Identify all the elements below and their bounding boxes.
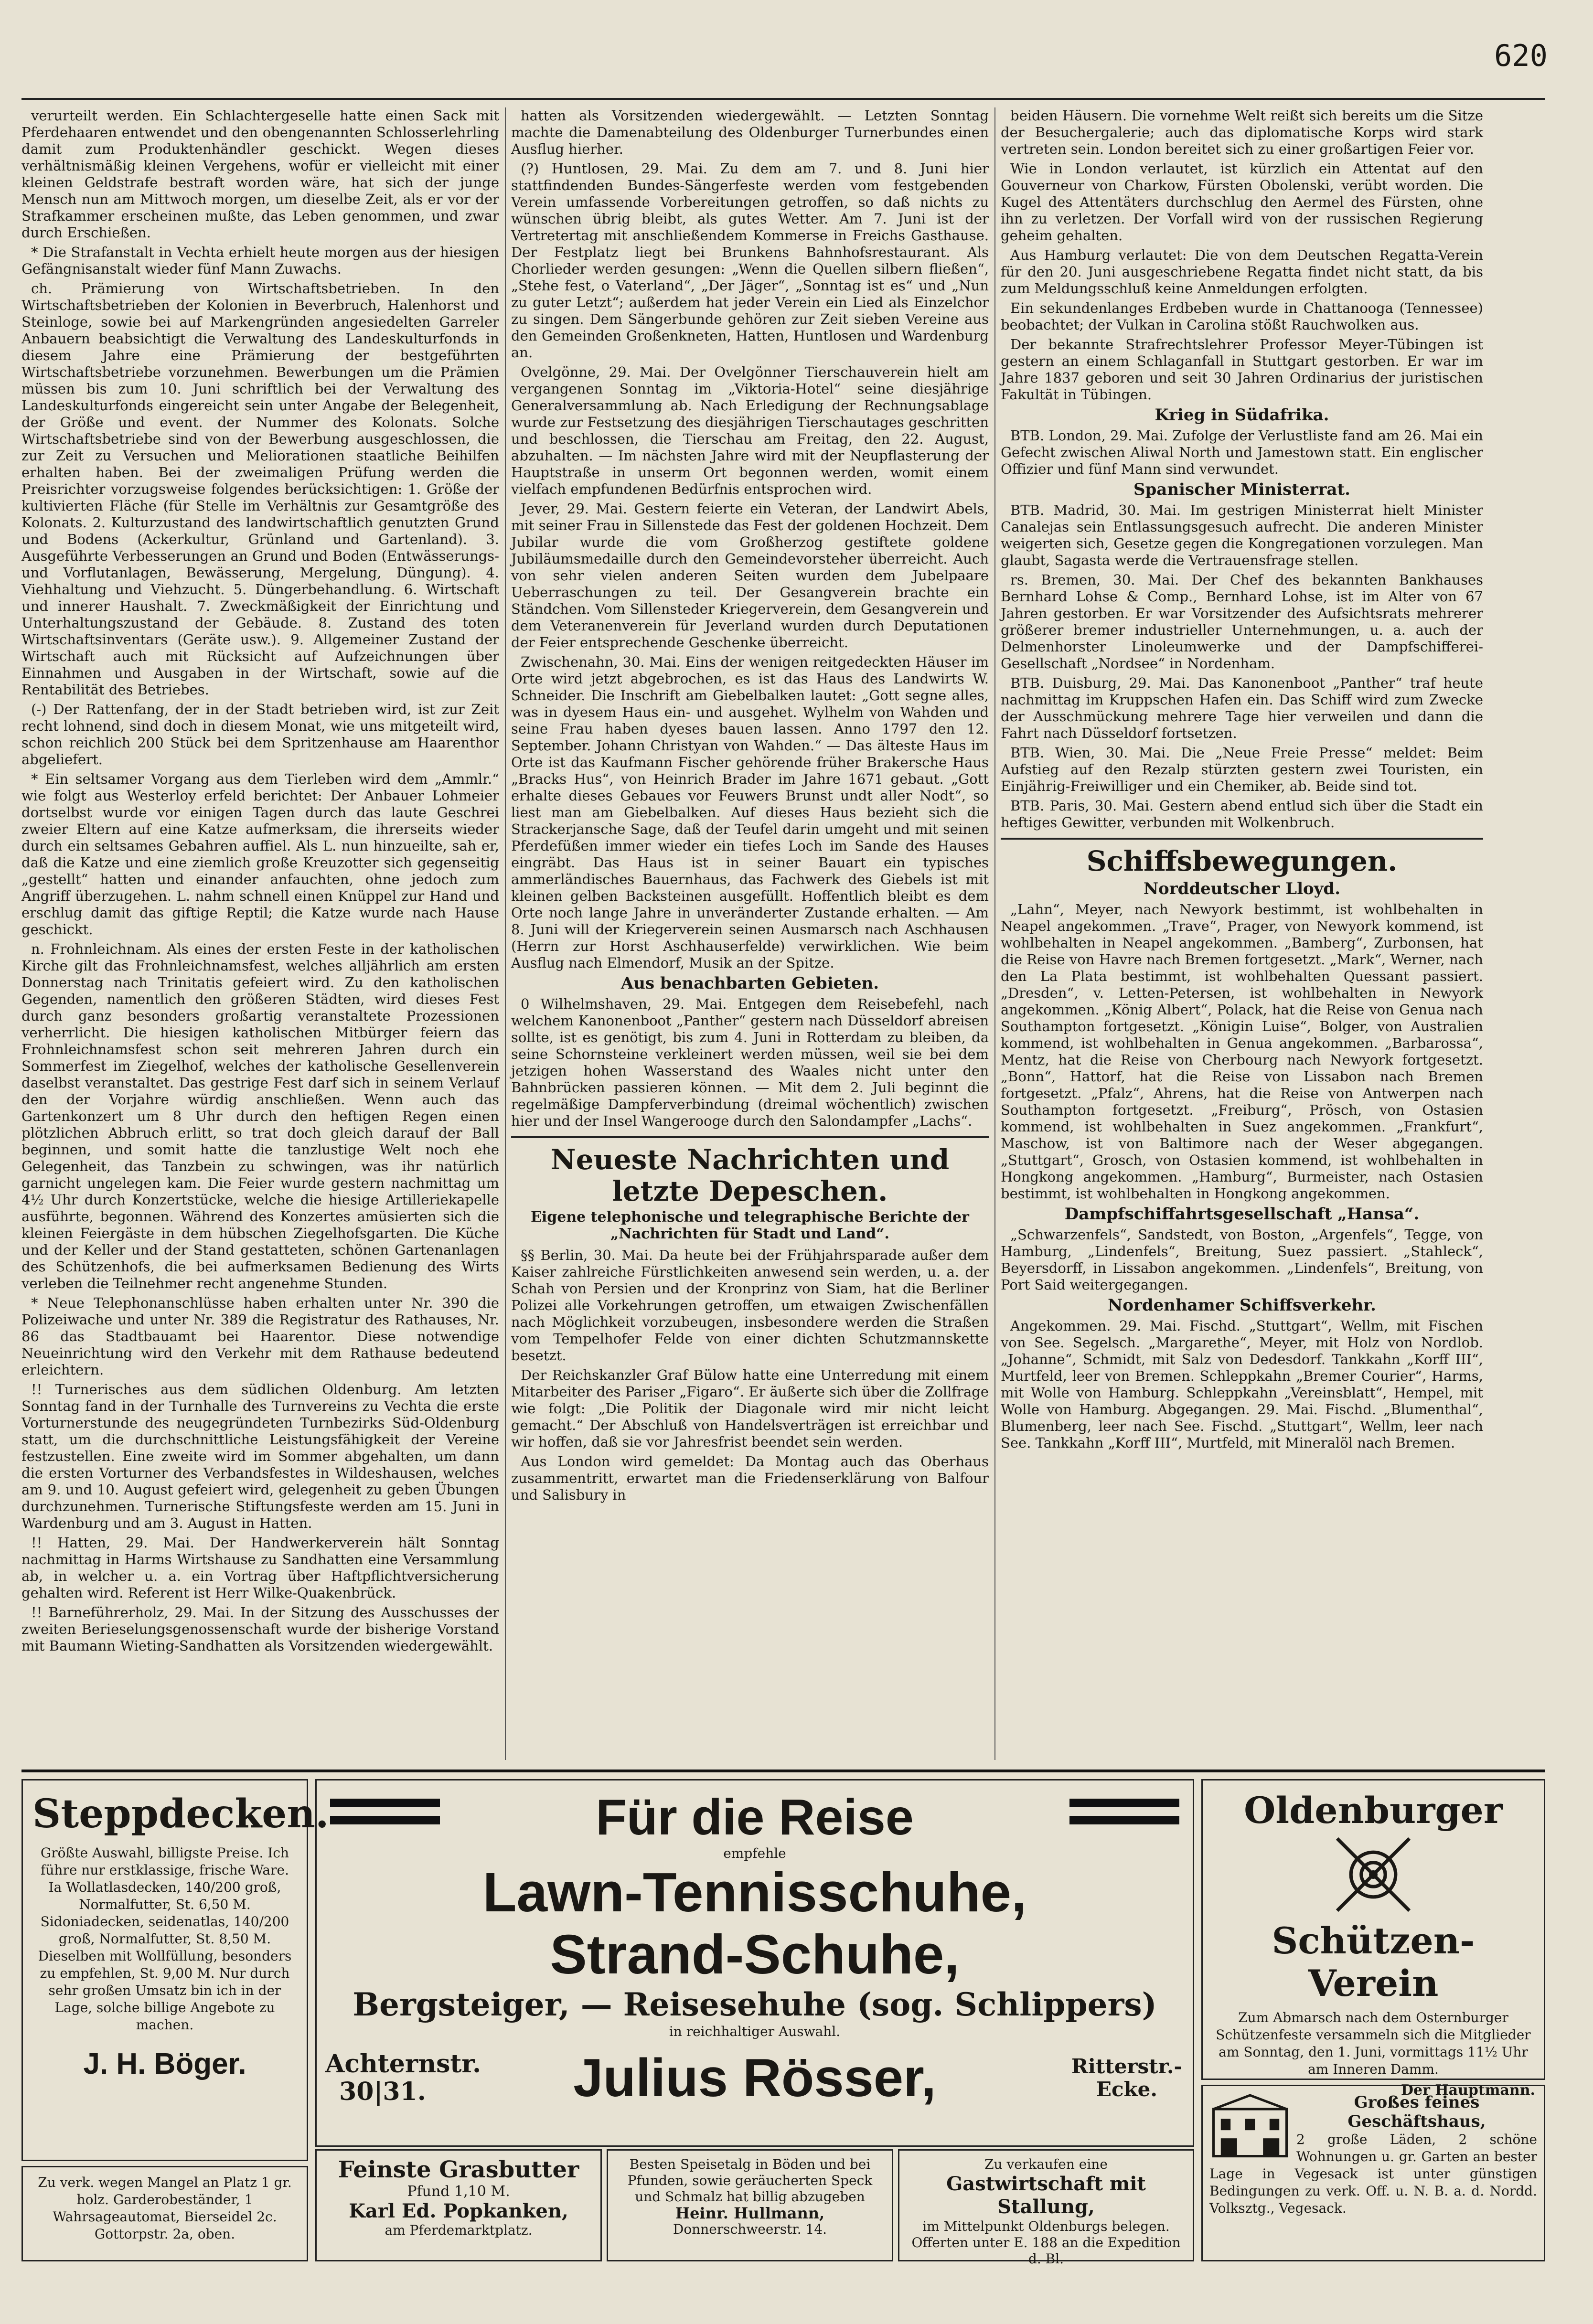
article-paragraph: (?) Huntlosen, 29. Mai. Zu dem am 7. und 8. Juni hier stattfindenden Bundes-Sängerfeste werden vom festgebenden Verein umfassende Vorbereitungen getroffen, so daß nichts zu wünschen übrig bleibt, als gutes Wetter. Am 7. Juni ist der Vertretertag mit anschließendem Kommerse in Freichs Gasthause. Der Festplatz liegt bei Brunkens Bahnhofsrestaurant. Als Chorlieder werden gesungen: „Wenn die Quellen silbern fließen“, „Stehe fest, o Vaterland“, „Der Jäger“, „Sonntag ist es“ und „Nun zu guter Letzt“; außerdem hat jeder Verein ein Lied als Einzelchor zu singen. Dem Sängerbunde gehören zur Zeit sieben Vereine aus den Gemeinden Großenkneten, Hatten, Huntlosen und Wardenburg an. [511, 160, 989, 361]
article-paragraph: rs. Bremen, 30. Mai. Der Chef des bekannten Bankhauses Bernhard Lohse & Comp., Bernhard Lohse, ist im Alter von 67 Jahren gestorben. Er war Vorsitzender des Aufsichtsrats mehrerer größerer bremer industrieller Unternehmungen, u. a. auch der Delmenhorster Linoleumwerke und der Dampfschifferei-Gesellschaft „Nordsee“ in Nordenham. [1001, 572, 1483, 672]
building-icon [1209, 2093, 1291, 2158]
ad-geschaeftshaus-title: Großes feines Geschäftshaus, [1347, 2093, 1486, 2131]
article-paragraph: BTB. Madrid, 30. Mai. Im gestrigen Ministerrat hielt Minister Canalejas sein Entlassungsgesuch aufrecht. Die anderen Minister weigerten sich, Gesetze gegen die Kongregationen vorzulegen. Man glaubt, Sagasta werde die Vertrauensfrage stellen. [1001, 502, 1483, 568]
ad-section-rule [21, 1770, 1545, 1772]
article-paragraph: Der Reichskanzler Graf Bülow hatte eine Unterredung mit einem Mitarbeiter des Pariser „Figaro“. Er äußerte sich über die Zollfrage wie folgt: „Die Politik der Diagonale wird mir nicht leicht gemacht.“ Der Abschluß von Handelsverträgen ist erreichbar und wir hoffen, daß sie vor Jahresfrist beendet sein werden. [511, 1367, 989, 1450]
ad-steppdecken-title: Steppdecken. [32, 1791, 329, 1837]
ad-gastwirtschaft-body: im Mittelpunkt Oldenburgs belegen. Offerten unter E. 188 an die Expedition d. Bl. [911, 2218, 1181, 2267]
column-rule [505, 107, 506, 1760]
article-paragraph: Jever, 29. Mai. Gestern feierte ein Veteran, der Landwirt Abels, mit seiner Frau in Sillenstede das Fest der goldenen Hochzeit. Dem Jubilar wurde die vom Großherzog gestiftete goldene Jubiläumsmedaille durch den Gemeindevorsteher überreicht. Auch von sehr vielen anderen Seiten wurden dem Jubelpaare Ueberraschungen zu teil. Der Gesangverein brachte ein Ständchen. Vom Sillensteder Kriegerverein, dem Gesangverein und dem Veteranenverein für Jeverland wurden durch Deputationen der Feier entsprechende Geschenke überreicht. [511, 501, 989, 650]
header-rule [21, 98, 1545, 100]
article-paragraph: Der bekannte Strafrechtslehrer Professor Meyer-Tübingen ist gestern an einem Schlaganfall in Stuttgart gestorben. Er war im Jahre 1837 geboren und seit 30 Jahren Ordinarius der juristischen Fakultät in Tübingen. [1001, 336, 1483, 403]
subheading: Eigene telephonische und telegraphische Berichte der „Nachrichten für Stadt und Land“. [531, 1209, 969, 1242]
article-paragraph: !! Turnerisches aus dem südlichen Oldenburg. Am letzten Sonntag fand in der Turnhalle des Turnvereins zu Vechta die erste Vorturnerstunde des neugegründeten Turnbezirks Süd-Oldenburg statt, um die durchschnittliche Leistungsfähigkeit der Vereine festzustellen. Eine zweite wird im Sommer abgehalten, um dann die ersten Vorturner des Verbandsfestes in Wildeshausen, welches am 9. und 10. August gefeiert wird, gelegenheit zu geben Übungen durchzunehmen. Turnerische Stiftungsfeste werden am 15. Juni in Wardenburg und am 3. August in Hatten. [21, 1381, 499, 1531]
ad-grasbutter-firm: Karl Ed. Popkanken, [349, 2200, 568, 2222]
ad-bars-decoration [1069, 1799, 1179, 1824]
ad-speisetalg-text: Besten Speisetalg in Böden und bei Pfunden, sowie geräucherten Speck und Schmalz hat billig abzugeben [627, 2156, 873, 2205]
ad-geschaeftshaus [1201, 2085, 1545, 2261]
article-paragraph: Ovelgönne, 29. Mai. Der Ovelgönner Tierschauverein hielt am vergangenen Sonntag im „Viktoria-Hotel“ seine diesjährige Generalversammlung ab. Nach Erledigung der Rechnungsablage wurde zur Festsetzung des diesjährigen Tierschautages geschritten und beschlossen, die Tierschau am Freitag, den 22. August, abzuhalten. — Im nächsten Jahre wird mit der Neupflasterung der Hauptstraße in unserm Ort begonnen werden, womit einem vielfach empfundenen Bedürfnis entsprochen wird. [511, 364, 989, 497]
ad-main-headline: Für die Reise [596, 1789, 914, 1845]
article-paragraph: * Ein seltsamer Vorgang aus dem Tierleben wird dem „Ammlr.“ wie folgt aus Westerloy erfeld berichtet: Der Anbauer Lohmeier dortselbst wurde vor einigen Tagen durch das laute Geschrei zweier Eltern auf eine Katze aufmerksam, die ihrerseits wieder durch ein seltsames Gebahren auffiel. Als L. nun hinzueilte, sah er, daß die Katze und eine ziemlich große Kreuzotter sich gegenseitig „gestellt“ hatten und einander anfauchten, ohne jedoch zum Angriff überzugehen. L. nahm schnell einen Knüppel zur Hand und erschlug damit das giftige Reptil; die Katze wurde nach Hause geschickt. [21, 771, 499, 938]
article-paragraph: §§ Berlin, 30. Mai. Da heute bei der Frühjahrsparade außer dem Kaiser zahlreiche Fürstlichkeiten anwesend sein werden, u. a. der Schah von Persien und der Kronprinz von Siam, hat die Berliner Polizei alle Vorkehrungen getroffen, um etwaigen Zwischenfällen nach Möglichkeit vorzubeugen, insbesondere werden die Straßen vom Tempelhofer Felde von einer dichten Schutzmannskette besetzt. [511, 1247, 989, 1364]
article-paragraph: !! Hatten, 29. Mai. Der Handwerkerverein hält Sonntag nachmittag in Harms Wirtshause zu Sandhatten eine Versammlung ab, in welcher u. a. ein Vortrag über Haftpflichtversicherung gehalten wird. Referent ist Herr Wilke-Quakenbrück. [21, 1535, 499, 1601]
article-paragraph: BTB. London, 29. Mai. Zufolge der Verlustliste fand am 26. Mai ein Gefecht zwischen Aliwal North und Jamestown statt. Ein englischer Offizier und fünf Mann sind verwundet. [1001, 427, 1483, 477]
column-2 [511, 107, 989, 1760]
page-number: 620 [1494, 38, 1548, 73]
ad-steppdecken-body: Größte Auswahl, billigste Preise. Ich führe nur erstklassige, frische Ware. Ia Wollatlasdecken, 140/200 groß, Normalfutter, St. 6,50 M. Sidoniadecken, seidenatlas, 140/200 groß, Normalfutter, St. 8,50 M. Dieselben mit Wollfüllung, besonders zu empfehlen, St. 9,00 M. Nur durch sehr großen Umsatz bin ich in der Lage, solche billige Angebote zu machen. [38, 1845, 292, 2033]
ad-main-auswahl: in reichhaltiger Auswahl. [669, 2024, 841, 2039]
article-paragraph: Aus Hamburg verlautet: Die von dem Deutschen Regatta-Verein für den 20. Juni ausgeschriebene Regatta findet nicht statt, da bis zum Meldungsschluß keine Anmeldungen erfolgten. [1001, 247, 1483, 297]
major-heading: Neueste Nachrichten und letzte Depeschen. [511, 1136, 989, 1207]
ad-schuetzen-title1: Oldenburger [1244, 1789, 1503, 1832]
ad-speisetalg-firm: Heinr. Hullmann, [675, 2204, 825, 2222]
ad-gastwirtschaft [898, 2149, 1194, 2267]
article-paragraph: !! Barneführerholz, 29. Mai. In der Sitzung des Ausschusses der zweiten Berieselungsgenossenschaft wurde der bisherige Vorstand mit Baumann Wieting-Sandhatten als Vorsitzenden wiedergewählt. [21, 1604, 499, 1654]
ad-main-strand: Strand-Schuhe, [550, 1923, 960, 1985]
ad-grasbutter-price: Pfund 1,10 M. [407, 2183, 510, 2200]
article-paragraph: Ein sekundenlanges Erdbeben wurde in Chattanooga (Tennessee) beobachtet; der Vulkan in Carolina stößt Rauchwolken aus. [1001, 300, 1483, 333]
article-paragraph: * Die Strafanstalt in Vechta erhielt heute morgen aus der hiesigen Gefängnisanstalt wieder fünf Mann Zuwachs. [21, 244, 499, 277]
section-heading: Aus benachbarten Gebieten. [620, 974, 879, 993]
ad-bars-decoration [330, 1799, 440, 1824]
ad-zu-verkaufen [21, 2166, 308, 2261]
ad-main-address-right: Ritterstr.-Ecke. [1071, 2054, 1182, 2101]
ad-steppdecken-firm: J. H. Böger. [83, 2047, 246, 2080]
article-paragraph: BTB. Duisburg, 29. Mai. Das Kanonenboot „Panther“ traf heute nachmittag im Kruppschen Hafen ein. Das Schiff wird zum Zwecke der Ausschmückung mehrere Tage hier verweilen und dann die Fahrt nach Düsseldorf fortsetzen. [1001, 675, 1483, 741]
column-rule [994, 107, 995, 1760]
article-paragraph: Zwischenahn, 30. Mai. Eins der wenigen reitgedeckten Häuser im Orte wird jetzt abgebrochen, es ist das Haus des Landwirts W. Schneider. Die Inschrift am Giebelbalken lautet: „Gott segne alles, was in dyesem Haus ein- und ausgehet. Wylhelm von Wahden und seine Frau haben dyeses bauen lassen. Anno 1797 den 12. September. Johann Christyan von Wahden.“ — Das älteste Haus im Orte ist das Kaufmann Fischer gehörende früher Brakersche Haus „Bracks Hus“, von Heinrich Brader im Jahre 1671 gebaut. „Gott erhalte dieses Gebaues vor Feuwers Brunst undt aller Nodt“, so liest man am Giebelbalken. Auf dieses Haus bezieht sich die Strackerjansche Sage, daß der Teufel darin umgeht und mit seinen Pferdefüßen immer wieder ein tiefes Loch im Sande des Hauses eingräbt. Das Haus ist in seiner Bauart ein typisches ammerländisches Bauernhaus, das Fachwerk des Giebels ist mit kleinen gelben Backsteinen ausgefüllt. Hoffentlich bleibt es dem Orte noch lange Jahre in unveränderter Zustande erhalten. — Am 8. Juni will der Kriegerverein seinen Ausmarsch nach Aschhausen (Herrn zur Horst Aschhauserfelde) verwirklichen. Wie beim Ausflug nach Elmendorf, Musik an der Spitze. [511, 654, 989, 971]
section-heading: Dampfschiffahrtsgesellschaft „Hansa“. [1064, 1205, 1420, 1224]
ad-main-address-left: Achternstr. 30|31. [325, 2049, 481, 2106]
ad-julius-roesser [315, 1779, 1194, 2147]
article-paragraph: Aus London wird gemeldet: Da Montag auch das Oberhaus zusammentritt, erwartet man die Friedenserklärung von Balfour und Salisbury in [511, 1453, 989, 1503]
section-heading: Krieg in Südafrika. [1155, 405, 1329, 425]
section-heading: Norddeutscher Lloyd. [1143, 879, 1341, 898]
column-1 [21, 107, 499, 1760]
ad-main-bergsteiger: Bergsteiger, — Reisesehuhe (sog. Schlippers) [353, 1986, 1157, 2023]
ad-speisetalg [607, 2149, 893, 2261]
major-heading: Schiffsbewegungen. [1001, 838, 1483, 877]
section-heading: Nordenhamer Schiffsverkehr. [1108, 1296, 1376, 1315]
ad-schuetzen-body: Zum Abmarsch nach dem Osternburger Schützenfeste versammeln sich die Mitglieder am Sonntag, den 1. Juni, vormittags 11½ Uhr am Inneren Damm. [1216, 2010, 1531, 2077]
article-paragraph: Angekommen. 29. Mai. Fischd. „Stuttgart“, Wellm, mit Fischen von See. Segelsch. „Margarethe“, Meyer, mit Holz von Nordlob. „Johanne“, Schmidt, mit Salz von Dedesdorf. Tankkahn „Korff III“, Murtfeld, leer von Bremen. Schleppkahn „Bremer Courier“, Harms, mit Wolle von Hamburg. Schleppkahn „Vereinsblatt“, Hempel, mit Wolle von Hamburg. Abgegangen. 29. Mai. Fischd. „Blumenthal“, Blumenberg, leer nach See. Fischd. „Stuttgart“, Wellm, leer nach See. Tankkahn „Korff III“, Murtfeld, mit Mineralöl nach Bremen. [1001, 1318, 1483, 1451]
article-paragraph: hatten als Vorsitzenden wiedergewählt. — Letzten Sonntag machte die Damenabteilung des Oldenburger Turnerbundes einen Ausflug hierher. [511, 107, 989, 157]
ad-main-lawn-tennis: Lawn-Tennisschuhe, [482, 1861, 1027, 1923]
article-paragraph: verurteilt werden. Ein Schlachtergeselle hatte einen Sack mit Pferdehaaren entwendet und den obengenannten Schlosserlehrling damit zum Produktenhändler geschickt. Wegen dieses verhältnismäßig kleinen Vergehens, wofür er vielleicht mit einer kleinen Geldstrafe bestraft worden wäre, hat sich der junge Mensch nun am Mittwoch morgen, um dieselbe Zeit, als er vor der Strafkammer erscheinen mußte, das Leben genommen, und zwar durch Erschießen. [21, 107, 499, 241]
ad-main-firm: Julius Rösser, [573, 2048, 936, 2108]
article-paragraph: 0 Wilhelmshaven, 29. Mai. Entgegen dem Reisebefehl, nach welchem Kanonenboot „Panther“ gestern nach Düsseldorf abreisen sollte, ist es genötigt, bis zum 4. Juni in Rotterdam zu bleiben, da seine Schornsteine verkleinert werden müssen, weil sie bei dem jetzigen hohen Wasserstand des Waales nicht unter den Bahnbrücken passieren können. — Mit dem 2. Juli beginnt die regelmäßige Dampferverbindung (dreimal wöchentlich) zwischen hier und der Insel Wangerooge durch den Salondampfer „Lachs“. [511, 996, 989, 1129]
article-paragraph: Wie in London verlautet, ist kürzlich ein Attentat auf den Gouverneur von Charkow, Fürsten Obolenski, verübt worden. Die Kugel des Attentäters durchschlug den Aermel des Fürsten, ohne ihn zu verletzen. Der Vorfall wird von der russischen Regierung geheim gehalten. [1001, 160, 1483, 244]
ad-gastwirtschaft-title: Gastwirtschaft mit Stallung, [946, 2173, 1146, 2218]
article-paragraph: (-) Der Rattenfang, der in der Stadt betrieben wird, ist zur Zeit recht lohnend, sind doch in diesem Monat, wie uns mitgeteilt wird, schon reichlich 200 Stück bei dem Spritzenhause am Haarenthor abgeliefert. [21, 701, 499, 768]
ad-schuetzen-title2: Schützen-Verein [1272, 1919, 1475, 2004]
ad-grasbutter-address: am Pferdemarktplatz. [385, 2222, 533, 2238]
article-paragraph: n. Frohnleichnam. Als eines der ersten Feste in der katholischen Kirche gilt das Frohnleichnamsfest, welches alljährlich am ersten Donnerstag nach Trinitatis gefeiert wird. Zu den katholischen Gegenden, namentlich den größeren Städten, wird dieses Fest durch ganz besonders großartig veranstaltete Prozessionen verherrlicht. Die hiesigen katholischen Mitbürger feiern das Frohnleichnamsfest schon seit mehreren Jahren durch ein Sommerfest im Ziegelhof, welches der katholische Gesellenverein daselbst veranstaltet. Das gestrige Fest darf sich in seinem Verlauf den der Vorjahre würdig anschließen. Wenn auch das Gartenkonzert um 8 Uhr durch den heftigen Regen einen plötzlichen Abbruch erlitt, so trat doch gleich darauf der Ball beginnen, und somit hatte die tanzlustige Welt noch ehe Gelegenheit, das Tanzbein zu schwingen, was ihr natürlich garnicht ungelegen kam. Die Feier wurde gestern nachmittag um 4½ Uhr durch Konzertstücke, welche die hiesige Artilleriekapelle ausführte, begonnen. Während des Konzertes amüsierten sich die kleinen Feiergäste in dem hübschen Ziegelhofsgarten. Die Küche und der Keller und der Stand gestatteten, schönen Gartenanlagen des Schützenhofs, die bei aufmerksamen Bedienung des Wirts verleben die Teilnehmer recht angenehme Stunden. [21, 941, 499, 1291]
ad-schuetzen-sign: Der Hauptmann. [1401, 2082, 1535, 2099]
article-paragraph: BTB. Paris, 30. Mai. Gestern abend entlud sich über die Stadt ein heftiges Gewitter, verbunden mit Wolkenbruch. [1001, 798, 1483, 831]
ad-gastwirtschaft-lead: Zu verkaufen eine [984, 2156, 1108, 2172]
ad-steppdecken [21, 1779, 329, 2161]
article-paragraph: „Schwarzenfels“, Sandstedt, von Boston, „Argenfels“, Tegge, von Hamburg, „Lindenfels“, Breitung, Suez passiert. „Stahleck“, Beyersdorff, in Lissabon angekommen. „Lindenfels“, Breitung, von Port Said weitergegangen. [1001, 1226, 1483, 1293]
article-paragraph: BTB. Wien, 30. Mai. Die „Neue Freie Presse“ meldet: Beim Aufstieg auf den Rezalp stürzten gestern zwei Touristen, ein Einjährig-Freiwilliger und ein Chemiker, ab. Beide sind tot. [1001, 745, 1483, 794]
ad-geschaeftshaus-body: 2 große Läden, 2 schöne Wohnungen u. gr. Garten an bester Lage in Vegesack ist unter günstigen Bedingungen zu verk. Off. u. N. B. a. d. Nordd. Volksztg., Vegesack. [1209, 2132, 1537, 2216]
ad-zu-verkaufen-text: Zu verk. wegen Mangel an Platz 1 gr. holz. Garderobeständer, 1 Wahrsageautomat, Bierseidel 2c. Gottorpstr. 2a, oben. [38, 2175, 292, 2242]
ad-grasbutter-title: Feinste Grasbutter [338, 2156, 579, 2183]
article-paragraph: „Lahn“, Meyer, nach Newyork bestimmt, ist wohlbehalten in Neapel angekommen. „Trave“, Prager, von Newyork kommend, ist wohlbehalten in Neapel angekommen. „Bamberg“, Zurbonsen, hat die Reise von Havre nach Bremen fortgesetzt. „Mark“, Werner, nach den La Plata bestimmt, ist wohlbehalten Quessant passiert. „Dresden“, v. Letten-Petersen, ist wohlbehalten in Newyork angekommen. „König Albert“, Polack, hat die Reise von Genua nach Southampton fortgesetzt. „Königin Luise“, Bolger, von Australien kommend, ist wohlbehalten in Genua angekommen. „Barbarossa“, Mentz, hat die Reise von Cherbourg nach Newyork fortgesetzt. „Bonn“, Hattorf, hat die Reise von Lissabon nach Bremen fortgesetzt. „Pfalz“, Ahrens, hat die Reise von Antwerpen nach Southampton fortgesetzt. „Freiburg“, Prösch, von Ostasien kommend, ist wohlbehalten in Suez angekommen. „Frankfurt“, Maschow, ist von Baltimore nach der Weser abgegangen. „Stuttgart“, Grosch, von Ostasien kommend, ist wohlbehalten in Hongkong angekommen. „Hamburg“, Burmeister, nach Ostasien bestimmt, ist wohlbehalten in Hongkong angekommen. [1001, 901, 1483, 1202]
ad-main-empfehle: empfehle [723, 1845, 786, 1861]
ad-grasbutter [315, 2149, 602, 2261]
article-paragraph: beiden Häusern. Die vornehme Welt reißt sich bereits um die Sitze der Besuchergalerie; auch das diplomatische Korps wird stark vertreten sein. London bereitet sich zu einer großartigen Feier vor. [1001, 107, 1483, 157]
ad-schuetzen-verein [1201, 1779, 1545, 2099]
article-paragraph: * Neue Telephonanschlüsse haben erhalten unter Nr. 390 die Polizeiwache und unter Nr. 389 die Registratur des Rathauses, Nr. 86 das Stadtbauamt bei Haarentor. Diese notwendige Neueinrichtung wird den Verkehr mit dem Rathause bedeutend erleichtern. [21, 1295, 499, 1378]
article-paragraph: ch. Prämierung von Wirtschaftsbetrieben. In den Wirtschaftsbetrieben der Kolonien in Beverbruch, Halenhorst und Steinloge, sowie bei auf Markengründen angesiedelten Garreler Anbauern beabsichtigt die Verwaltung des Landeskulturfonds in diesem Jahre eine Prämierung der bestgeführten Wirtschaftsbetriebe vorzunehmen. Bewerbungen um die Prämien müssen bis zum 10. Juni schriftlich bei der Verwaltung des Landeskulturfonds eingereicht sein unter Angabe der Belegenheit, der Größe und event. der Nummer des Kolonats. Solche Wirtschaftsbetriebe sind von der Bewerbung ausgeschlossen, die zur Zeit zu Versuchen und Meliorationen staatliche Beihilfen erhalten haben. Bei der zweimaligen Prüfung werden die Preisrichter vorzugsweise folgendes berücksichtigen: 1. Größe der kultivierten Fläche (für Stelle im Verhältnis zur Gesamtgröße des Kolonats. 2. Kulturzustand des landwirtschaftlich genutzten Grund und Bodens (Ackerkultur, Grünland und Gartenland). 3. Ausgeführte Verbesserungen an Grund und Boden (Entwässerungs- und Vorflutanlagen, Bewässerung, Mergelung, Düngung). 4. Viehhaltung und Viehzucht. 5. Düngerbehandlung. 6. Wirtschaft und innerer Haushalt. 7. Zweckmäßigkeit der Einrichtung und Unterhaltungszustand der Gebäude. 8. Zustand des toten Wirtschaftsinventars (Geräte usw.). 9. Allgemeiner Zustand der Wirtschaft auch mit Rücksicht auf Aufzeichnungen über Einnahmen und Ausgaben in der Wirtschaft, sowie auf die Rentabilität des Betriebes. [21, 280, 499, 698]
target-rifles-icon [1330, 1832, 1416, 1918]
column-3 [1001, 107, 1483, 1760]
ad-speisetalg-address: Donnerschweerstr. 14. [673, 2221, 827, 2237]
section-heading: Spanischer Ministerrat. [1133, 480, 1350, 499]
